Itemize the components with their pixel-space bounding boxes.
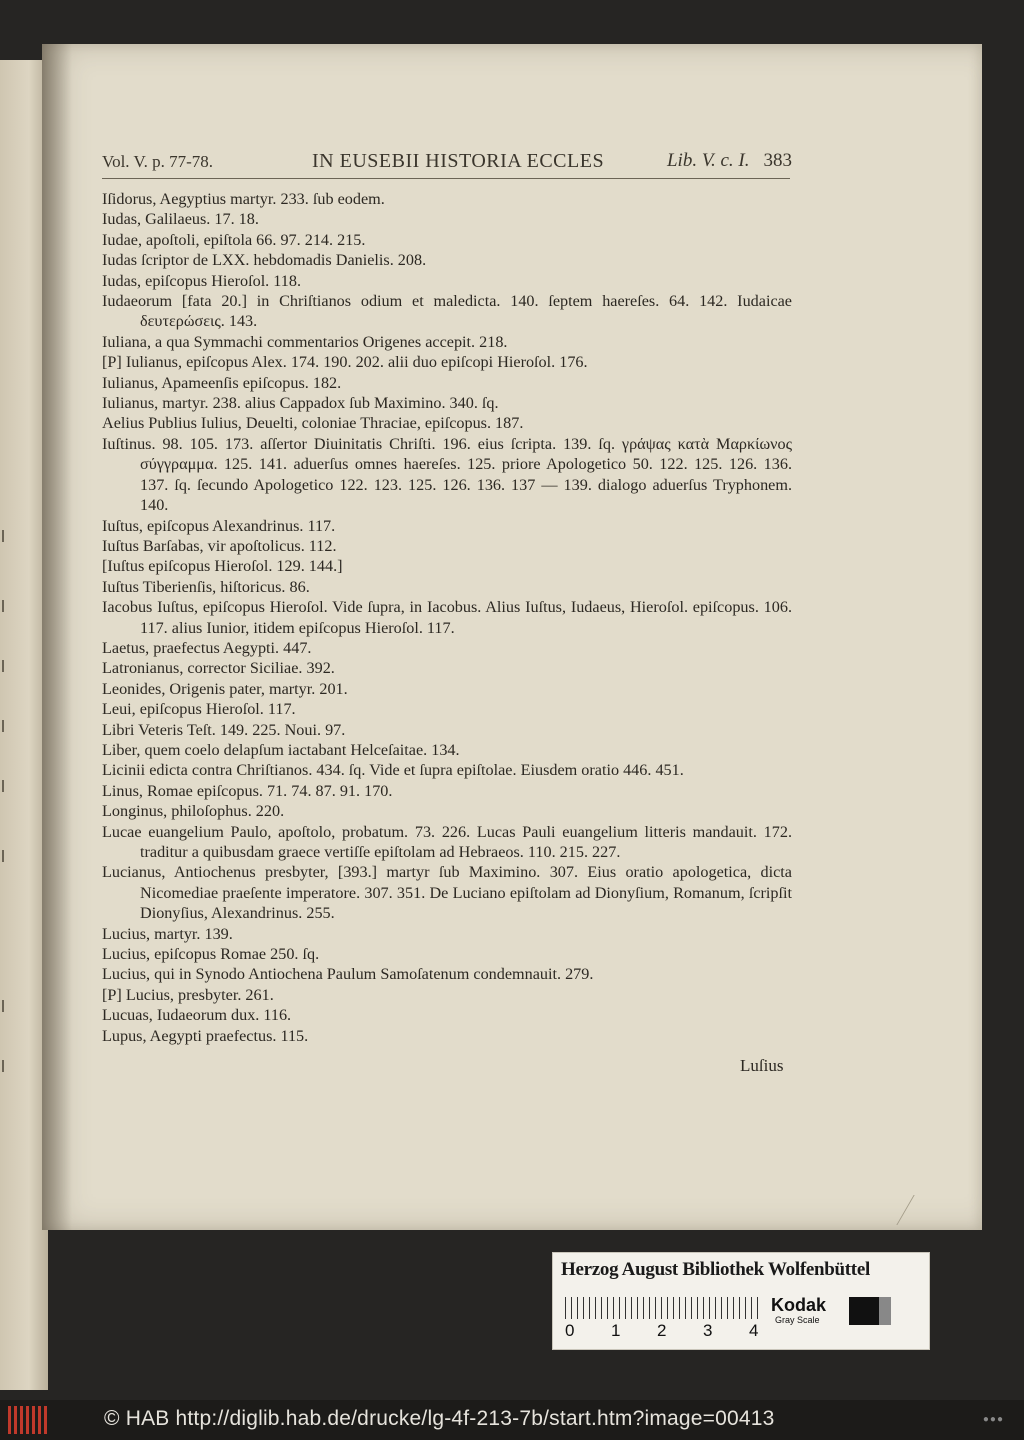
index-entry: Iacobus Iuſtus, epiſcopus Hieroſol. Vide ſupra, in Iacobus. Alius Iuſtus, Iudaeus, Hieroſol. epiſcopus. 106. 117. alius Iunior, itidem epiſcopus Hieroſol. 117. [102, 598, 792, 637]
margin-mark [2, 530, 12, 542]
index-entry: Lucius, qui in Synodo Antiochena Paulum Samoſatenum condemnauit. 279. [102, 965, 594, 984]
library-scale-card [552, 1252, 930, 1350]
book-reference: Lib. V. c. I. [666, 150, 750, 171]
margin-mark [2, 600, 12, 612]
header-rule [102, 178, 790, 179]
scale-number: 3 [703, 1321, 713, 1340]
book-chapter [667, 150, 792, 172]
index-entry: Iuſtinus. 98. 105. 173. aſſertor Diuinitatis Chriſti. 196. eius ſcripta. 139. ſq. γράψας κατὰ Μαρκίωνος σύγγραμμα. 125. 141. aduerſus omnes haereſes. 125. priore Apologetico 50. 122. 125. 126. 136. 137. ſq. ſecundo Apologetico 122. 123. 125. 126. 136. 137 — 139. dialogo aduerſus Tryphonem. 140. [102, 434, 792, 515]
index-entry: Iudas, Galilaeus. 17. 18. [102, 210, 259, 229]
kodak-brand: Kodak [771, 1295, 827, 1315]
margin-mark [2, 1060, 12, 1072]
running-header [102, 150, 792, 178]
index-entry: Aelius Publius Iulius, Deuelti, coloniae Thraciae, epiſcopus. 187. [102, 414, 524, 433]
index-entry: Libri Veteris Teſt. 149. 225. Noui. 97. [102, 720, 346, 739]
running-title: IN EUSEBII HISTORIA ECCLES [312, 150, 605, 172]
index-entry: [P] Lucius, presbyter. 261. [102, 985, 274, 1004]
index-entry: Leonides, Origenis pater, martyr. 201. [102, 679, 348, 698]
margin-mark [2, 850, 12, 862]
scale-number: 0 [565, 1321, 575, 1340]
index-entry: Lucianus, Antiochenus presbyter, [393.] martyr ſub Maximino. 307. Eius oratio apologetica, dicta Nicomediae praeſente imperatore. 307. 351. De Luciano epiſtolam ad Dionyſium, Romanum, ſcripſit Dionyſius, Alexandrinus. 255. [102, 863, 792, 923]
margin-mark [2, 720, 12, 732]
scale-number: 2 [657, 1321, 667, 1340]
index-entry: Iudas, epiſcopus Hieroſol. 118. [102, 271, 302, 290]
index-entry: Iuſtus Tiberienſis, hiſtoricus. 86. [102, 577, 310, 596]
index-entry: Iudas ſcriptor de LXX. hebdomadis Danielis. 208. [102, 251, 427, 270]
black-swatch [849, 1297, 879, 1325]
scale-number: 1 [611, 1321, 621, 1340]
index-entry: Iuliana, a qua Symmachi commentarios Origenes accepit. 218. [102, 332, 508, 351]
copyright-url[interactable]: © HAB http://diglib.hab.de/drucke/lg-4f-213-7b/start.htm?image=00413 [104, 1407, 775, 1430]
hab-logo-icon [8, 1406, 48, 1434]
previous-page-edge [0, 60, 48, 1390]
scale-number: 4 [749, 1321, 759, 1340]
index-entry: Longinus, philoſophus. 220. [102, 802, 285, 821]
index-entry: Iulianus, martyr. 238. alius Cappadox ſub Maximino. 340. ſq. [102, 394, 499, 413]
index-entry: Iuſtus, epiſcopus Alexandrinus. 117. [102, 516, 336, 535]
page-number: 383 [763, 150, 792, 171]
library-name: Herzog August Bibliothek Wolfenbüttel [561, 1259, 870, 1280]
index-entry: Iſidorus, Aegyptius martyr. 233. ſub eodem. [102, 190, 385, 208]
index-entry: [P] Iulianus, epiſcopus Alex. 174. 190. 202. alii duo epiſcopi Hieroſol. 176. [102, 353, 588, 372]
index-entry: [Iuſtus epiſcopus Hieroſol. 129. 144.] [102, 557, 343, 576]
gray-scale-label: Gray Scale [775, 1315, 820, 1325]
index-entry: Iudaeorum [fata 20.] in Chriſtianos odium et maledicta. 140. ſeptem haereſes. 64. 142. Iudaicae δευτερώσεις. 143. [102, 292, 792, 331]
index-entry: Lucuas, Iudaeorum dux. 116. [102, 1006, 292, 1025]
index-entry: Lucae euangelium Paulo, apoſtolo, probatum. 73. 226. Lucas Pauli euangelium litteris mandauit. 172. traditur a quibusdam graece vertiſſe epiſtolam ad Hebraeos. 110. 215. 227. [102, 822, 792, 861]
index-entry: Laetus, praefectus Aegypti. 447. [102, 638, 312, 657]
index-entry: Lucius, epiſcopus Romae 250. ſq. [102, 945, 320, 964]
catchword: Luſius [740, 1056, 784, 1075]
index-entry: Iuſtus Barſabas, vir apoſtolicus. 112. [102, 536, 337, 555]
gutter-shadow [42, 44, 72, 1230]
index-entry: Latronianus, corrector Siciliae. 392. [102, 659, 335, 678]
index-entry: Iudae, apoſtoli, epiſtola 66. 97. 214. 215. [102, 230, 366, 249]
index-entry: Lupus, Aegypti praefectus. 115. [102, 1026, 309, 1045]
scale-ruler [565, 1297, 763, 1319]
dots-icon: ●●● [982, 1414, 1004, 1425]
index-entry: Leui, epiſcopus Hieroſol. 117. [102, 700, 296, 719]
margin-mark [2, 660, 12, 672]
index-entries [102, 189, 792, 1046]
volume-reference: Vol. V. p. 77-78. [102, 152, 213, 171]
index-entry: Licinii edicta contra Chriſtianos. 434. ſq. Vide et ſupra epiſtolae. Eiusdem oratio 446. 451. [102, 761, 684, 780]
index-entry: Iulianus, Apameenſis epiſcopus. 182. [102, 373, 342, 392]
gray-swatch [879, 1297, 891, 1325]
index-entry: Lucius, martyr. 139. [102, 924, 233, 943]
index-entry: Linus, Romae epiſcopus. 71. 74. 87. 91. 170. [102, 781, 393, 800]
index-entry: Liber, quem coelo delapſum iactabant Helceſaitae. 134. [102, 740, 460, 759]
margin-mark [2, 1000, 12, 1012]
margin-mark [2, 780, 12, 792]
scale-numbers [559, 1321, 769, 1343]
footer-bar [0, 1400, 1024, 1440]
